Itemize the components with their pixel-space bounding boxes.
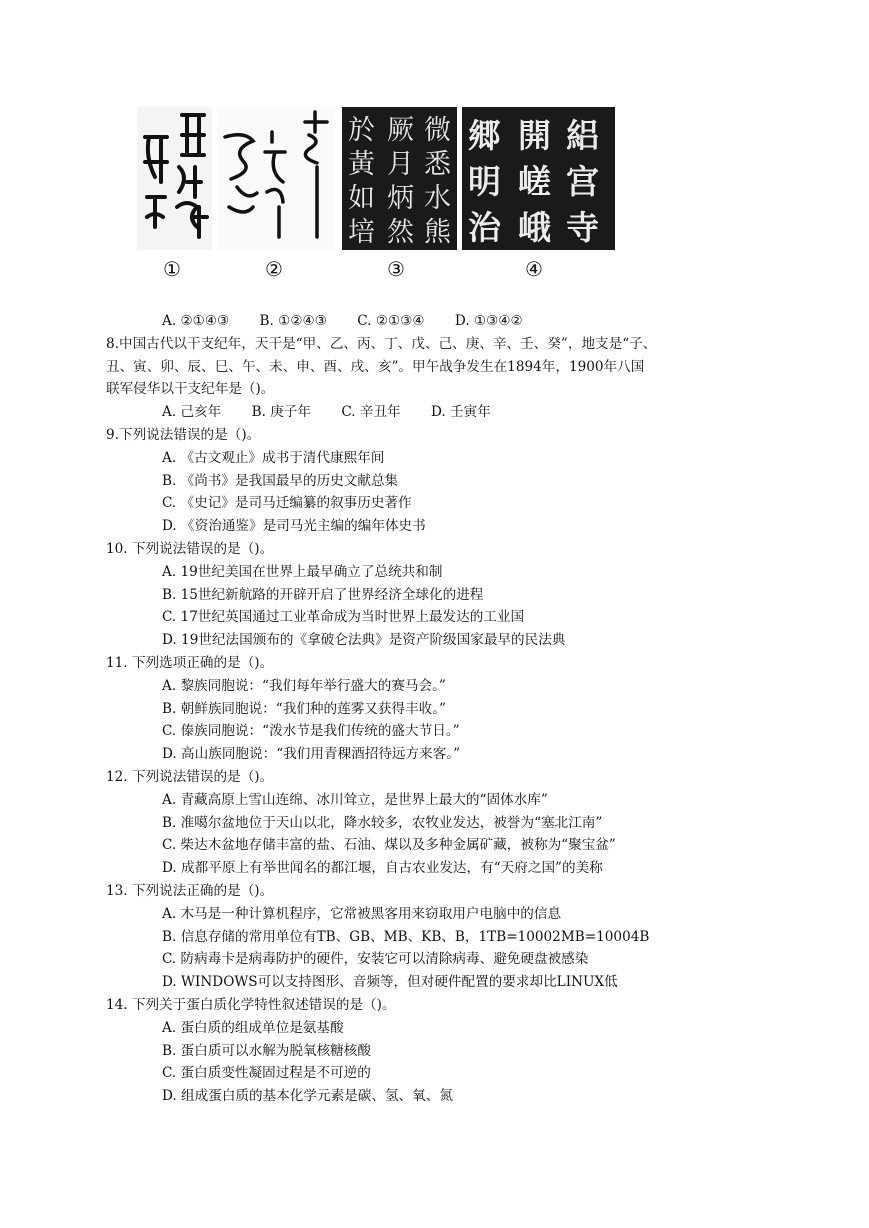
q7-options	[138, 310, 778, 333]
figure-label-2: ②	[265, 257, 283, 281]
q7-option-d[interactable]: D. ①③④②	[454, 313, 523, 329]
svg-text:炳: 炳	[387, 183, 414, 214]
q10-option-d[interactable]: D. 19世纪法国颁布的《拿破仑法典》是资产阶级国家最早的民法典	[162, 632, 566, 649]
q14-stem: 14. 下列关于蛋白质化学特性叙述错误的是（)。	[106, 996, 396, 1013]
q8-stem-line-2: 丑、寅、卯、辰、巳、午、未、申、酉、戌、亥”。甲午战争发生在1894年，1900年八国	[106, 358, 645, 375]
svg-text:宫: 宫	[566, 162, 599, 201]
q12-option-d[interactable]: D. 成都平原上有举世闻名的都江堰，自古农业发达，有“天府之国”的美称	[162, 860, 603, 877]
q11-option-a[interactable]: A. 黎族同胞说：“我们每年举行盛大的赛马会。”	[162, 677, 446, 694]
svg-text:水: 水	[424, 183, 451, 214]
svg-text:郷: 郷	[468, 116, 501, 155]
figure-label-1: ①	[163, 257, 181, 281]
svg-text:月: 月	[387, 149, 414, 180]
q8-option-a[interactable]: A. 己亥年	[162, 404, 222, 421]
svg-text:寺: 寺	[566, 208, 599, 247]
calligraphy-sample-4	[462, 107, 615, 250]
q13-option-a[interactable]: A. 木马是一种计算机程序，它常被黑客用来窃取用户电脑中的信息	[162, 905, 562, 922]
q14-option-a[interactable]: A. 蛋白质的组成单位是氨基酸	[162, 1019, 344, 1036]
svg-text:峨: 峨	[518, 208, 551, 247]
q9-option-c[interactable]: C. 《史记》是司马迁编纂的叙事历史著作	[162, 495, 412, 512]
q9-stem: 9.下列说法错误的是（)。	[106, 426, 261, 443]
calligraphy-sample-1	[137, 107, 212, 250]
q7-option-c[interactable]: C. ②①③④	[357, 313, 425, 329]
q10-option-a[interactable]: A. 19世纪美国在世界上最早确立了总统共和制	[162, 563, 443, 580]
q10-option-b[interactable]: B. 15世纪新航路的开辟开启了世界经济全球化的进程	[162, 586, 484, 603]
svg-text:厥: 厥	[387, 115, 414, 146]
q14-option-b[interactable]: B. 蛋白质可以水解为脱氧核糖核酸	[162, 1042, 371, 1059]
svg-text:絽: 絽	[566, 116, 599, 155]
question-list	[106, 310, 778, 1108]
q12-option-a[interactable]: A. 青藏高原上雪山连绵、冰川耸立，是世界上最大的“固体水库”	[162, 791, 548, 808]
svg-text:嵯: 嵯	[518, 162, 551, 201]
q11-stem: 11. 下列选项正确的是（)。	[106, 654, 274, 671]
q13-option-c[interactable]: C. 防病毒卡是病毒防护的硬件，安装它可以清除病毒、避免硬盘被感染	[162, 951, 589, 968]
q11-option-c[interactable]: C. 傣族同胞说：“泼水节是我们传统的盛大节日。”	[162, 723, 460, 740]
svg-text:於: 於	[348, 115, 375, 146]
svg-text:熊: 熊	[424, 217, 451, 248]
q12-option-b[interactable]: B. 准噶尔盆地位于天山以北，降水较多，农牧业发达，被誉为“塞北江南”	[162, 814, 603, 831]
cursive-script-image	[217, 107, 335, 250]
svg-text:培: 培	[348, 217, 375, 248]
q12-option-c[interactable]: C. 柴达木盆地存储丰富的盐、石油、煤以及多种金属矿藏，被称为“聚宝盆”	[162, 837, 616, 854]
q8-options	[138, 401, 778, 424]
q10-stem: 10. 下列说法错误的是（)。	[106, 540, 274, 557]
svg-text:如: 如	[348, 183, 375, 214]
figure-label-4: ④	[525, 257, 543, 281]
q11-option-b[interactable]: B. 朝鲜族同胞说：“我们种的莲雾又获得丰收。”	[162, 700, 447, 717]
svg-text:微: 微	[424, 115, 451, 146]
q12-stem: 12. 下列说法错误的是（)。	[106, 768, 274, 785]
q9-option-d[interactable]: D. 《资治通鉴》是司马光主编的编年体史书	[162, 518, 426, 535]
q8-option-c[interactable]: C. 辛丑年	[341, 404, 401, 421]
q8-stem-line-1: 8.中国古代以干支纪年，天干是“甲、乙、丙、丁、戊、己、庚、辛、壬、癸”，地支是“子、	[106, 335, 657, 352]
q10-option-c[interactable]: C. 17世纪英国通过工业革命成为当时世界上最发达的工业国	[162, 609, 525, 626]
q14-option-c[interactable]: C. 蛋白质变性凝固过程是不可逆的	[162, 1065, 371, 1082]
q9-option-a[interactable]: A. 《古文观止》成书于清代康熙年间	[162, 449, 385, 466]
q8-option-b[interactable]: B. 庚子年	[251, 404, 311, 421]
q11-option-d[interactable]: D. 高山族同胞说：“我们用青稞酒招待远方来客。”	[162, 746, 461, 763]
q13-option-d[interactable]: D. WINDOWS可以支持图形、音频等，但对硬件配置的要求却比LINUX低	[162, 974, 618, 991]
svg-text:明: 明	[468, 162, 501, 201]
clerical-script-image	[462, 107, 615, 250]
q7-option-a[interactable]: A. ②①④③	[162, 313, 230, 329]
svg-text:然: 然	[387, 217, 414, 248]
calligraphy-sample-2	[217, 107, 335, 250]
seal-script-image	[137, 107, 212, 250]
figure-label-3: ③	[387, 257, 405, 281]
q9-option-b[interactable]: B. 《尚书》是我国最早的历史文献总集	[162, 472, 399, 489]
q8-stem-line-3: 联军侵华以干支纪年是（)。	[106, 381, 275, 398]
svg-text:黃: 黃	[348, 149, 375, 180]
q13-stem: 13. 下列说法正确的是（)。	[106, 882, 274, 899]
q8-option-d[interactable]: D. 壬寅年	[431, 404, 491, 421]
svg-text:開: 開	[518, 116, 551, 155]
calligraphy-sample-3	[342, 107, 457, 250]
calligraphy-figure	[137, 107, 617, 287]
q7-option-b[interactable]: B. ①②④③	[259, 313, 327, 329]
q14-option-d[interactable]: D. 组成蛋白质的基本化学元素是碳、氢、氧、氮	[162, 1088, 453, 1105]
svg-text:治: 治	[468, 208, 501, 247]
q13-option-b[interactable]: B. 信息存储的常用单位有TB、GB、MB、KB、B，1TB=10002MB=10004B	[162, 928, 650, 945]
svg-text:悉: 悉	[424, 149, 451, 180]
regular-script-image	[342, 107, 457, 250]
